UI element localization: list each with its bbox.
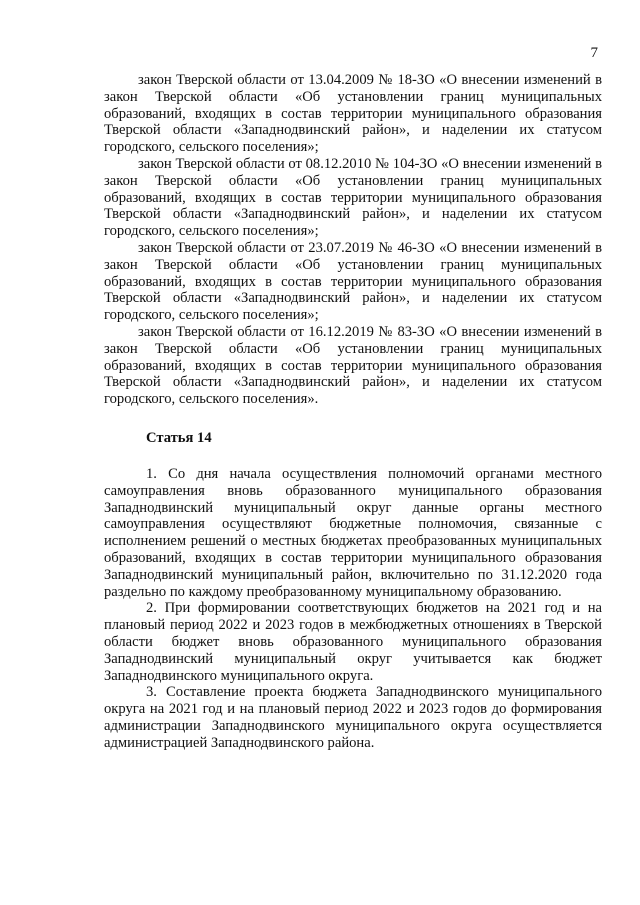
article-paragraph-2: 2. При формировании соответствующих бюджетов на 2021 год и на плановый период 2022 и 2023 годов в межбюджетных отношениях в Тверской области бюджет вновь образованного муниципального образования Западнодвинский муниципальный округ учитывается как бюджет Западнодвинского муниципального округа. xyxy=(104,600,602,684)
article-paragraph-3: 3. Составление проекта бюджета Западнодвинского муниципального округа на 2021 год и на плановый период 2022 и 2023 годов до формирования администрации Западнодвинского муниципального округа осуществляется администрацией Западнодвинского района. xyxy=(104,684,602,751)
law-paragraph-4: закон Тверской области от 16.12.2019 № 83-ЗО «О внесении изменений в закон Тверской области «Об установлении границ муниципальных образований, входящих в состав территории муниципального образования Тверской области «Западнодвинский район», и наделении их статусом городского, сельского поселения». xyxy=(104,323,602,408)
law-paragraph-2: закон Тверской области от 08.12.2010 № 104-ЗО «О внесении изменений в закон Тверской области «Об установлении границ муниципальных образований, входящих в состав территории муниципального образования Тверской области «Западнодвинский район», и наделении их статусом городского, сельского поселения»; xyxy=(104,155,602,240)
article-title: Статья 14 xyxy=(146,429,212,446)
article-body xyxy=(104,466,602,752)
article-paragraph-1: 1. Со дня начала осуществления полномочий органами местного самоуправления вновь образованного муниципального образования Западнодвинский муниципальный округ данные органы местного самоуправления осуществляют бюджетные полномочия, связанные с исполнением решений о местных бюджетах преобразованных муниципальных образований, входящих в состав территории муниципального образования Западнодвинский муниципальный район, включительно по 31.12.2020 года раздельно по каждому преобразованному муниципальному образованию. xyxy=(104,465,602,600)
page-number: 7 xyxy=(590,45,598,61)
law-paragraph-1: закон Тверской области от 13.04.2009 № 18-ЗО «О внесении изменений в закон Тверской области «Об установлении границ муниципальных образований, входящих в состав территории муниципального образования Тверской области «Западнодвинский район», и наделении их статусом городского, сельского поселения»; xyxy=(104,72,602,156)
law-paragraph-3: закон Тверской области от 23.07.2019 № 46-ЗО «О внесении изменений в закон Тверской области «Об установлении границ муниципальных образований, входящих в состав территории муниципального образования Тверской области «Западнодвинский район», и наделении их статусом городского, сельского поселения»; xyxy=(104,239,602,324)
page-content xyxy=(104,72,602,751)
